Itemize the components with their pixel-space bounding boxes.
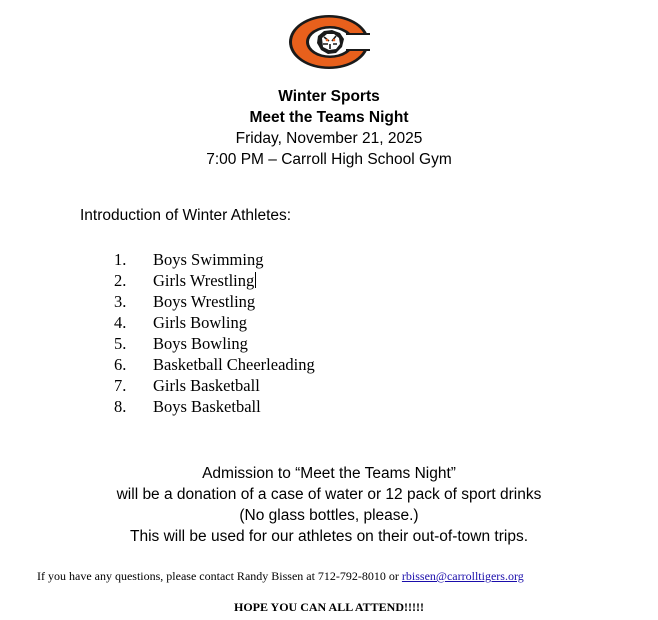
team-name: Boys Swimming xyxy=(153,250,264,269)
logo-c-opening-edge-top xyxy=(346,33,370,35)
admission-line: Admission to “Meet the Teams Night” xyxy=(202,465,456,482)
team-name: Basketball Cheerleading xyxy=(153,355,315,374)
team-name-with-caret[interactable] xyxy=(153,270,256,291)
team-name: Girls Basketball xyxy=(153,376,260,395)
header-title: Winter Sports xyxy=(278,88,380,105)
list-number: 1. xyxy=(114,250,127,269)
logo-c-opening xyxy=(346,34,370,50)
list-number: 8. xyxy=(114,397,127,416)
admission-line: This will be used for our athletes on their out-of-town trips. xyxy=(129,528,529,545)
team-name: Boys Wrestling xyxy=(153,292,256,311)
team-name: Girls Bowling xyxy=(153,313,247,332)
list-number: 4. xyxy=(114,313,127,332)
header-subtitle: Meet the Teams Night xyxy=(249,109,409,126)
carroll-tigers-logo xyxy=(288,14,370,70)
event-time-location: 7:00 PM – Carroll High School Gym xyxy=(206,151,452,168)
intro-heading: Introduction of Winter Athletes: xyxy=(80,207,292,224)
team-name: Boys Basketball xyxy=(153,397,261,416)
closing-message: HOPE YOU CAN ALL ATTEND!!!!! xyxy=(233,600,424,614)
list-number: 7. xyxy=(114,376,127,395)
contact-text: If you have any questions, please contact Randy Bissen at 712-792-8010 or xyxy=(37,569,402,583)
admission-line: (No glass bottles, please.) xyxy=(239,507,419,524)
admission-info xyxy=(0,463,658,547)
logo-c-opening-edge-bottom xyxy=(346,49,370,51)
event-date: Friday, November 21, 2025 xyxy=(235,130,423,147)
list-number: 5. xyxy=(114,334,127,353)
list-number: 2. xyxy=(114,271,127,290)
event-header xyxy=(0,86,658,170)
team-name: Boys Bowling xyxy=(153,334,248,353)
list-number: 3. xyxy=(114,292,127,311)
text-cursor xyxy=(255,272,256,288)
contact-line xyxy=(37,569,524,584)
contact-email-link[interactable]: rbissen@carrolltigers.org xyxy=(401,569,524,583)
team-name: Girls Wrestling xyxy=(153,271,255,290)
list-number: 6. xyxy=(114,355,127,374)
admission-line: will be a donation of a case of water or 12 pack of sport drinks xyxy=(116,486,542,503)
